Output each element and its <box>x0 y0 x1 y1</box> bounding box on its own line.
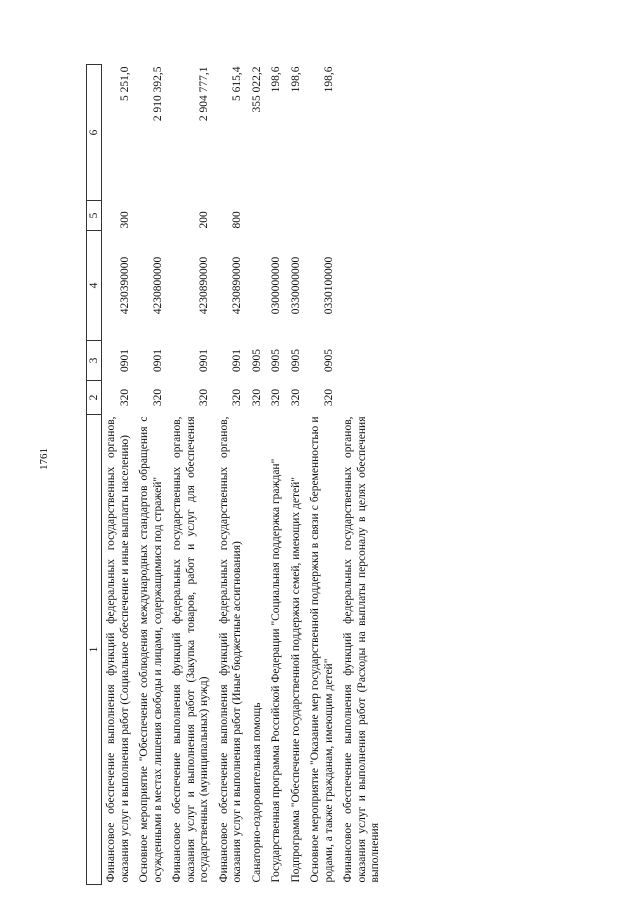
row-amount: 355 022,2 <box>250 66 263 113</box>
row-amount: 198,6 <box>270 66 282 93</box>
row-expense-type <box>306 201 339 231</box>
row-ministry-code: 320 <box>250 388 263 407</box>
row-description: Финансовое обеспечение выполнения функций федеральных государственных органов, оказания услуг и выполнения работ (Расходы на выплаты персоналу в целях обеспечения выполнения <box>342 416 381 883</box>
row-section-code: 0905 <box>289 349 302 372</box>
row-ministry-code: 320 <box>289 388 302 407</box>
table-row <box>215 65 248 885</box>
row-section-code: 0905 <box>270 349 282 372</box>
row-target-code: 0330000000 <box>289 256 302 315</box>
row-ministry-code: 320 <box>231 388 243 407</box>
row-ministry-code <box>339 381 386 415</box>
table-row <box>248 65 268 885</box>
row-amount: 198,6 <box>322 66 335 93</box>
row-ministry-code: 320 <box>270 388 282 407</box>
row-amount: 5 615,4 <box>231 66 243 101</box>
table-row <box>267 65 287 885</box>
row-description: Санаторно-оздоровительная помощь <box>250 702 263 883</box>
row-ministry-code: 320 <box>198 388 210 407</box>
table-row <box>339 65 386 885</box>
row-target-code: 4230390000 <box>118 256 131 315</box>
row-ministry-code: 320 <box>322 388 335 407</box>
row-expense-type <box>135 201 168 231</box>
row-amount: 2 904 777,1 <box>198 66 210 122</box>
row-amount: 5 251,0 <box>118 66 131 101</box>
row-target-code: 4230890000 <box>231 256 243 315</box>
row-target-code <box>248 231 268 341</box>
col-header-4: 4 <box>87 231 102 341</box>
row-section-code: 0901 <box>198 349 210 372</box>
col-header-3: 3 <box>87 341 102 381</box>
row-expense-type <box>248 201 268 231</box>
row-amount: 2 910 392,5 <box>151 66 164 122</box>
col-header-5: 5 <box>87 201 102 231</box>
row-expense-type: 300 <box>118 211 131 229</box>
row-ministry-code: 320 <box>151 388 164 407</box>
col-header-2: 2 <box>87 381 102 415</box>
row-amount: 198,6 <box>289 66 302 93</box>
row-amount <box>339 65 386 201</box>
row-description: Финансовое обеспечение выполнения функций федеральных государственных органов, оказания услуг и выполнения работ (Социальное обеспечение и иные выплаты населению) <box>105 416 131 883</box>
table-row <box>102 65 136 885</box>
row-description: Подпрограмма "Обеспечение государственной поддержки семей, имеющих детей" <box>289 477 302 883</box>
row-section-code: 0905 <box>250 349 263 372</box>
row-target-code <box>339 231 386 341</box>
row-description: Финансовое обеспечение выполнения функций федеральных государственных органов, оказания услуг и выполнения работ (Закупка товаров, работ и услуг для обеспечения государственных (муниципальных) нужд) <box>171 416 210 883</box>
table-row <box>306 65 339 885</box>
row-description: Основное мероприятие "Оказание мер государственной поддержки в связи с беременностью и родами, а также гражданам, имеющим детей" <box>309 416 335 883</box>
row-section-code: 0901 <box>118 349 131 372</box>
row-expense-type <box>339 201 386 231</box>
table-row <box>287 65 307 885</box>
row-ministry-code: 320 <box>118 388 131 407</box>
row-description: Основное мероприятие "Обеспечение соблюдения международных стандартов обращения с осужденными в местах лишения свободы и лицами, содержащимися под стражей" <box>138 416 164 883</box>
table-row <box>135 65 168 885</box>
row-expense-type <box>287 201 307 231</box>
row-section-code: 0901 <box>151 349 164 372</box>
table-header-row <box>87 65 102 885</box>
row-expense-type <box>267 201 287 231</box>
row-description: Финансовое обеспечение выполнения функций федеральных государственных органов, оказания услуг и выполнения работ (Иные бюджетные ассигнования) <box>217 416 243 883</box>
row-expense-type: 800 <box>231 211 243 229</box>
col-header-6: 6 <box>87 65 102 201</box>
row-section-code <box>339 341 386 381</box>
table-row <box>168 65 215 885</box>
row-target-code: 4230890000 <box>198 256 210 315</box>
row-description: Государственная программа Российской Федерации "Социальная поддержка граждан" <box>270 458 282 883</box>
col-header-1: 1 <box>87 415 102 885</box>
row-target-code: 4230800000 <box>151 256 164 315</box>
row-expense-type: 200 <box>198 211 210 229</box>
row-target-code: 0300000000 <box>270 256 282 315</box>
row-section-code: 0905 <box>322 349 335 372</box>
page-number: 1761 <box>38 448 50 470</box>
budget-sheet <box>86 65 586 885</box>
budget-table <box>86 64 386 885</box>
row-section-code: 0901 <box>231 349 243 372</box>
row-target-code: 0330100000 <box>322 256 335 315</box>
